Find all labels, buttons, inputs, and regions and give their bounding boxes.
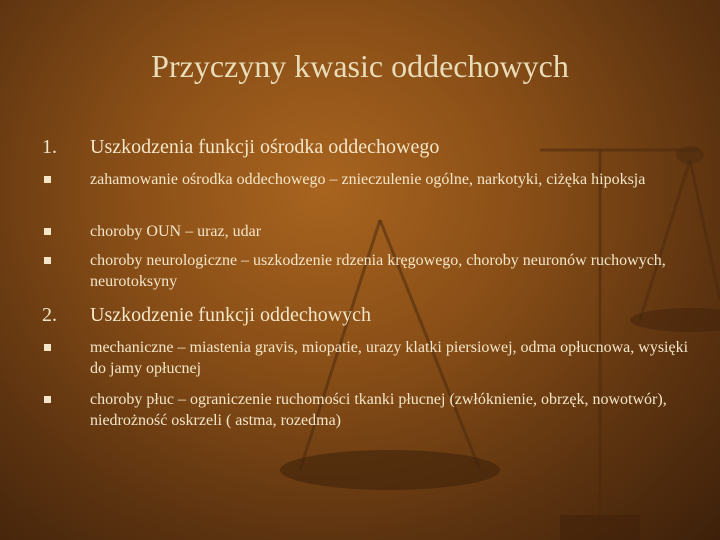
section-number: 1.	[42, 136, 57, 158]
bullet-text: choroby płuc – ograniczenie ruchomości tkanki płucnej (zwłóknienie, obrzęk, nowotwór), niedrożność oskrzeli ( astma, rozedma)	[90, 391, 667, 429]
bullet-text: choroby OUN – uraz, udar	[90, 223, 262, 240]
bullet-marker	[44, 257, 51, 264]
bullet-marker	[44, 344, 51, 351]
bullet-text: choroby neurologiczne – uszkodzenie rdzenia kręgowego, choroby neuronów ruchowych, neurotoksyny	[90, 252, 666, 290]
bullet-marker	[44, 396, 51, 403]
slide-title: Przyczyny kwasic oddechowych	[151, 48, 569, 84]
section-heading: Uszkodzenia funkcji ośrodka oddechowego	[90, 136, 440, 158]
bullet-text: mechaniczne – miastenia gravis, miopatie, urazy klatki piersiowej, odma opłucnowa, wysięki do jamy opłucnej	[90, 339, 689, 377]
section-heading: Uszkodzenie funkcji oddechowych	[90, 304, 372, 326]
bullet-text: zahamowanie ośrodka oddechowego – znieczulenie ogólne, narkotyki, ciżęka hipoksja	[90, 171, 646, 188]
bullet-marker	[44, 176, 51, 183]
section-number: 2.	[42, 304, 57, 326]
bullet-marker	[44, 228, 51, 235]
